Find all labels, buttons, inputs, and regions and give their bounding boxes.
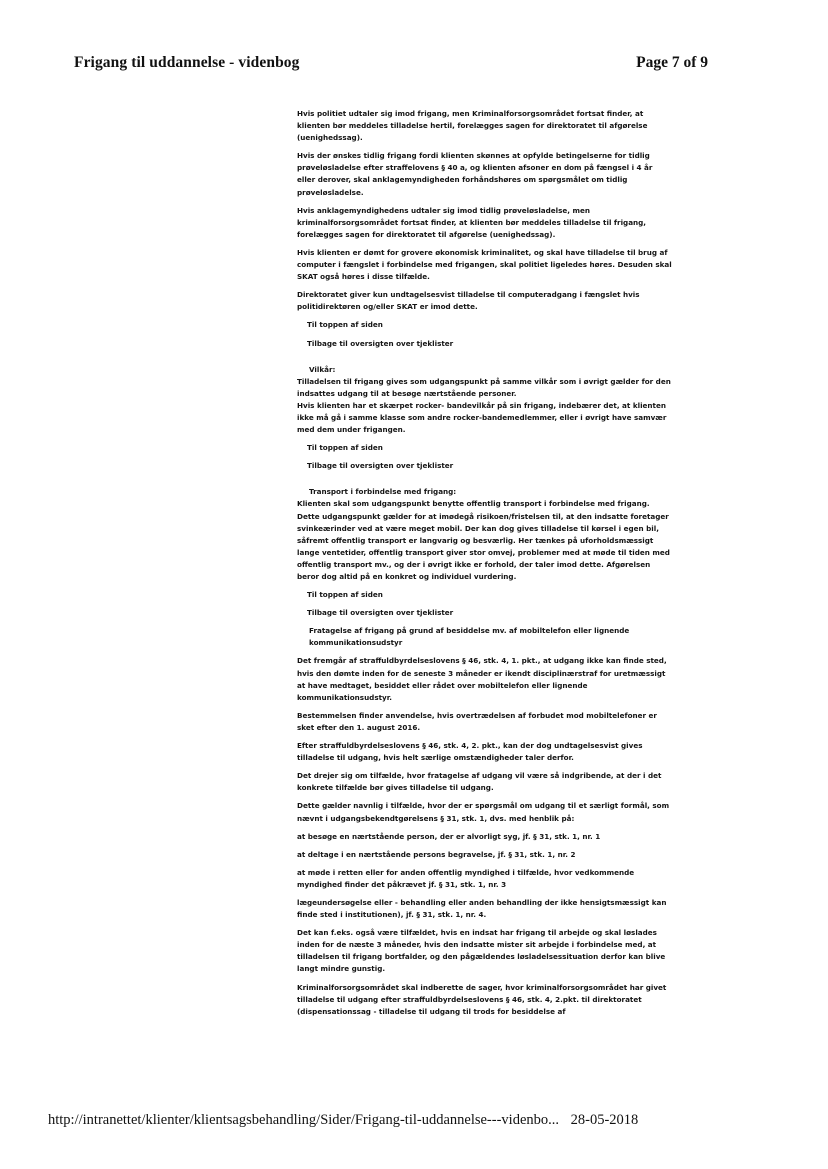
paragraph: Efter straffuldbyrdelseslovens § 46, stk. 4, 2. pkt., kan der dog undtagelsesvist gives tilladelse til udgang, hvis helt særlige omstændigheder taler derfor.	[297, 741, 643, 763]
footer-url: http://intranettet/klienter/klientsagsbehandling/Sider/Frigang-til-uddannelse---videnbo...	[48, 1112, 560, 1128]
footer-date: 28-05-2018	[570, 1112, 639, 1128]
paragraph: Hvis politiet udtaler sig imod frigang, men Kriminalforsorgsområdet fortsat finder, at klienten bør meddeles tilladelse hertil, forelægges sagen for direktoratet til afgørelse (uenighedssag).	[297, 109, 648, 143]
page-footer	[48, 1112, 638, 1129]
paragraph: at besøge en nærtstående person, der er alvorligt syg, jf. § 31, stk. 1, nr. 1	[297, 831, 601, 841]
to-top-link[interactable]: Til toppen af siden	[307, 443, 383, 453]
paragraph: Hvis anklagemyndighedens udtaler sig imod tidlig prøveløsladelse, men kriminalforsorgsområdet fortsat finder, at klienten bør meddeles tilladelse til frigang, forelægges sagen for direktoratet til afgørelse (uenighedssag).	[297, 205, 647, 239]
paragraph: Hvis der ønskes tidlig frigang fordi klienten skønnes at opfylde betingelserne for tidlig prøveløsladelse efter straffelovens § 40 a, og klienten afsoner en dom på fængsel i 4 år eller derover, skal anklagemyndigheden forhåndshøres om spørgsmålet om tidlig prøveløsladelse.	[297, 151, 653, 197]
section-heading-fratagelse: Fratagelse af frigang på grund af besiddelse mv. af mobiltelefon eller lignende kommunikationsudstyr	[309, 626, 630, 648]
page-number: Page 7 of 9	[636, 54, 708, 71]
paragraph: Det drejer sig om tilfælde, hvor fratagelse af udgang vil være så indgribende, at der i det konkrete tilfælde bør gives tilladelse til udgang.	[297, 771, 662, 793]
paragraph: Dette gælder navnlig i tilfælde, hvor der er spørgsmål om udgang til et særligt formål, som nævnt i udgangsbekendtgørelsens § 31, stk. 1, dvs. med henblik på:	[297, 801, 670, 823]
paragraph: at deltage i en nærtstående persons begravelse, jf. § 31, stk. 1, nr. 2	[297, 849, 576, 859]
section-heading-vilkaar: Vilkår:	[309, 364, 336, 374]
paragraph: lægeundersøgelse eller - behandling eller anden behandling der ikke hensigtsmæssigt kan finde sted i institutionen), jf. § 31, stk. 1, nr. 4.	[297, 897, 667, 920]
paragraph: Direktoratet giver kun undtagelsesvist tilladelse til computeradgang i fængslet hvis politidirektøren og/eller SKAT er imod dette.	[297, 290, 640, 312]
paragraph: at møde i retten eller for anden offentlig myndighed i tilfælde, hvor vedkommende myndighed finder det påkrævet jf. § 31, stk. 1, nr. 3	[297, 867, 635, 889]
paragraph: Kriminalforsorgsområdet skal indberette de sager, hvor kriminalforsorgsområdet har givet tilladelse til udgang efter straffuldbyrdelseslovens § 46, stk. 4, 2.pkt. til direktoratet (dispensationssag - tilladelse til udgang til trods for besiddelse af	[297, 982, 667, 1016]
back-to-overview-link[interactable]: Tilbage til oversigten over tjeklister	[307, 608, 454, 618]
paragraph: Det fremgår af straffuldbyrdelseslovens § 46, stk. 4, 1. pkt., at udgang ikke kan finde sted, hvis den dømte inden for de seneste 3 måneder er ikendt disciplinærstraf for uretmæssigt at have medtaget, besiddet eller rådet over mobiltelefon eller lignende kommunikationsudstyr.	[297, 656, 667, 702]
paragraph: Hvis klienten er dømt for grovere økonomisk kriminalitet, og skal have tilladelse til brug af computer i fængslet i forbindelse med frigangen, skal politiet ligeledes høres. Desuden skal SKAT også høres i disse tilfælde.	[297, 247, 672, 282]
section-text-vilkaar	[297, 376, 672, 436]
back-to-overview-link[interactable]: Tilbage til oversigten over tjeklister	[307, 338, 454, 348]
vilkaar-text: Tilladelsen til frigang gives som udgangspunkt på samme vilkår som i øvrigt gælder for den indsattes udgang til at besøge nærtstående personer.	[297, 376, 671, 398]
to-top-link[interactable]: Til toppen af siden	[307, 320, 383, 330]
to-top-link[interactable]: Til toppen af siden	[307, 590, 383, 600]
paragraph: Bestemmelsen finder anvendelse, hvis overtrædelsen af forbudet mod mobiltelefoner er sket efter den 1. august 2016.	[297, 710, 657, 732]
paragraph: Det kan f.eks. også være tilfældet, hvis en indsat har frigang til arbejde og skal løslades inden for de næste 3 måneder, hvis den indsatte mister sit arbejde i forbindelse med, at tilladelsen til frigang bortfalder, og den pågældendes løsladelsessituation derfor kan blive langt mindre gunstig.	[297, 928, 666, 974]
vilkaar-text-rocker: Hvis klienten har et skærpet rocker- bandevilkår på sin frigang, indebærer det, at klienten ikke må gå i samme klasse som andre rocker-bandemedlemmer, eller i øvrigt have samvær med dem under frigangen.	[297, 400, 667, 435]
document-body	[297, 108, 672, 1024]
section-heading-transport: Transport i forbindelse med frigang:	[309, 487, 457, 497]
back-to-overview-link[interactable]: Tilbage til oversigten over tjeklister	[307, 461, 454, 471]
document-title: Frigang til uddannelse - videnbog	[74, 54, 300, 71]
section-text-transport: Klienten skal som udgangspunkt benytte offentlig transport i forbindelse med frigang. Dette udgangspunkt gælder for at imødegå risikoen/fristelsen til, at den indsatte foretager svinkeærinder ved at være meget mobil. Der kan dog gives tilladelse til kørsel i egen bil, såfremt offentlig transport er langvarig og besværlig. Her tænkes på uforholdsmæssigt lange ventetider, offentlig transport giver stor omvej, problemer med at møde til tiden med offentlig transport mv., og der i øvrigt ikke er forhold, der taler imod dette. Afgørelsen beror dog altid på en konkret og individuel vurdering.	[297, 499, 670, 581]
